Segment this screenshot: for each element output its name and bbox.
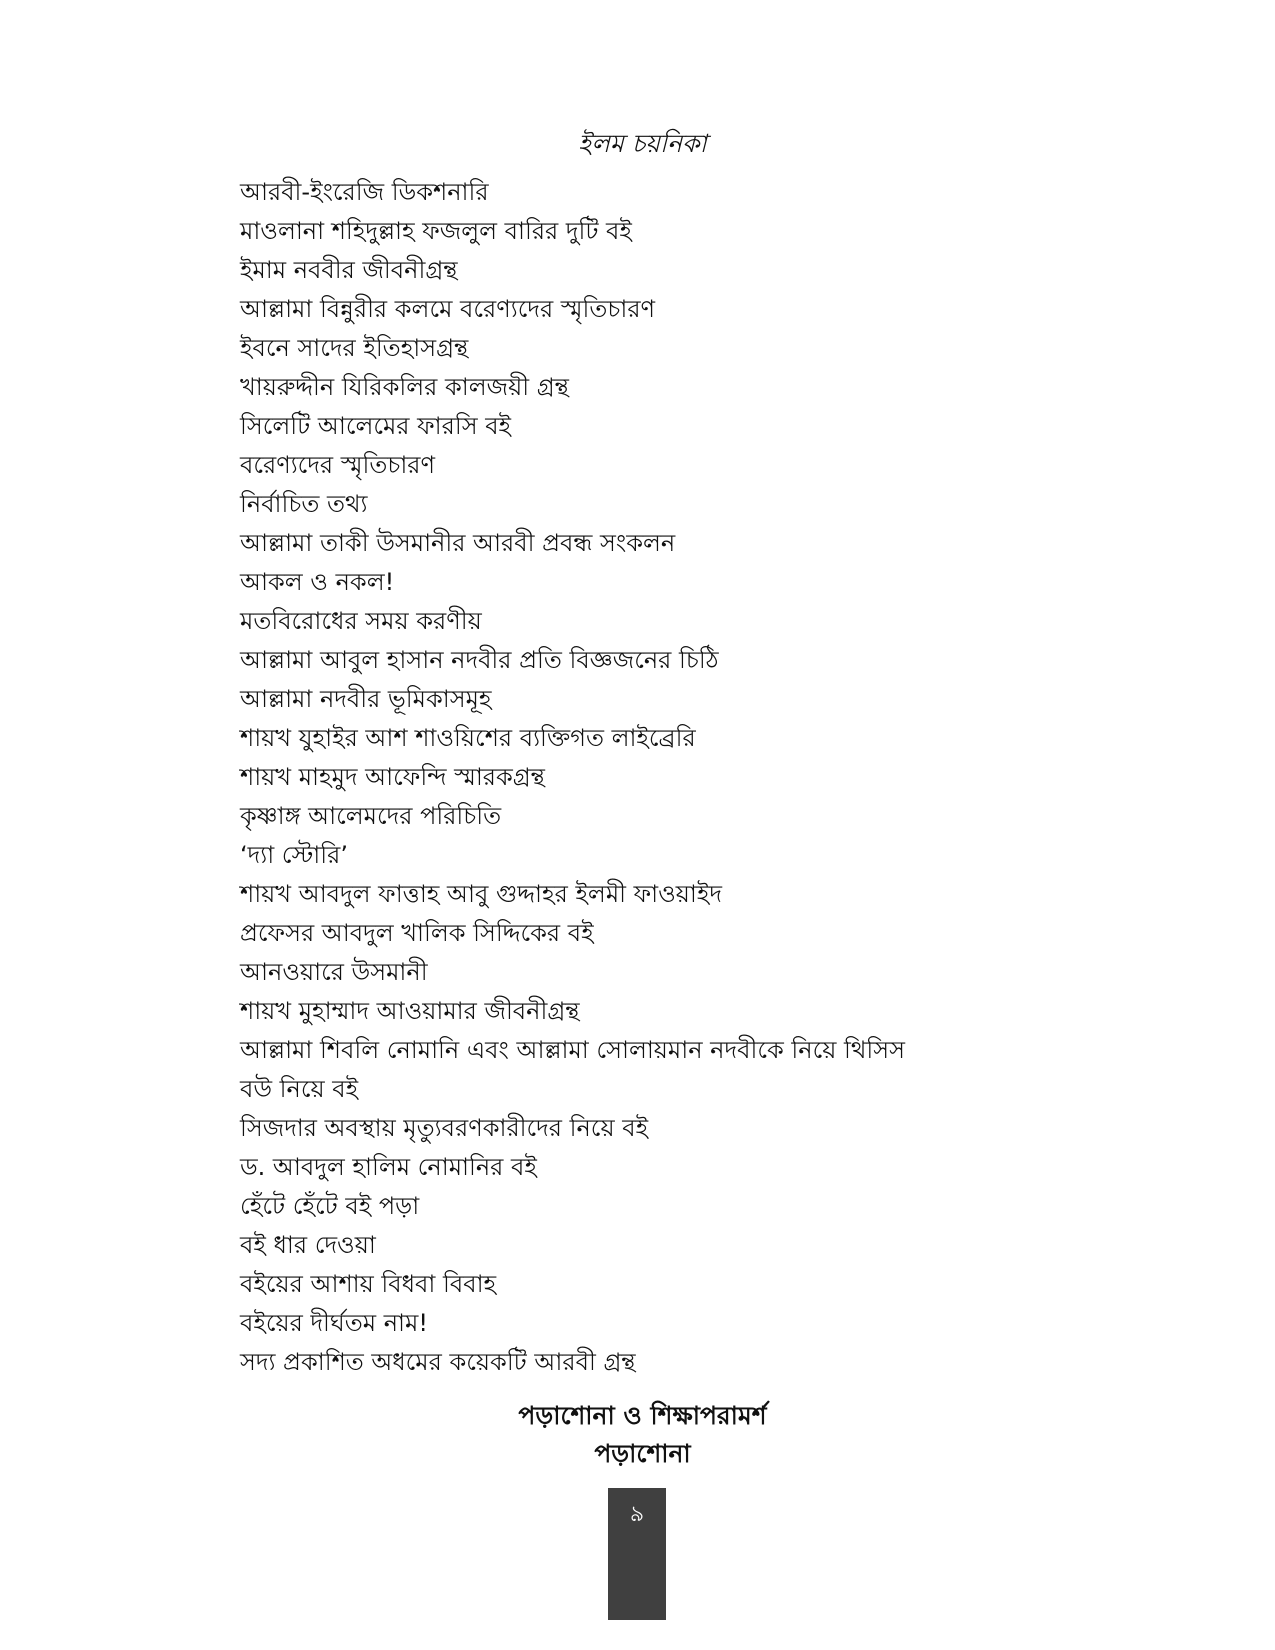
toc-item: খায়রুদ্দীন যিরিকলির কালজয়ী গ্রন্থ bbox=[240, 373, 569, 401]
toc-item: নির্বাচিত তথ্য bbox=[240, 490, 368, 518]
toc-item: বউ নিয়ে বই bbox=[240, 1075, 359, 1103]
page-number-tab bbox=[608, 1488, 666, 1620]
toc-item: সিজদার অবস্থায় মৃত্যুবরণকারীদের নিয়ে বই bbox=[240, 1114, 649, 1142]
toc-item: হেঁটে হেঁটে বই পড়া bbox=[240, 1192, 420, 1220]
toc-item: শায়খ যুহাইর আশ শাওয়িশের ব্যক্তিগত লাইব্রেরি bbox=[240, 724, 696, 752]
toc-item: আল্লামা শিবলি নোমানি এবং আল্লামা সোলায়মান নদবীকে নিয়ে থিসিস bbox=[240, 1036, 905, 1064]
toc-item: বই ধার দেওয়া bbox=[240, 1231, 376, 1259]
toc-item: আকল ও নকল! bbox=[240, 568, 395, 596]
page-number: ৯ bbox=[629, 1502, 645, 1527]
toc-item: আল্লামা বিন্নুরীর কলমে বরেণ্যদের স্মৃতিচারণ bbox=[240, 295, 656, 323]
toc-item: আল্লামা নদবীর ভূমিকাসমূহ bbox=[240, 685, 492, 713]
toc-item: সদ্য প্রকাশিত অধমের কয়েকটি আরবী গ্রন্থ bbox=[240, 1348, 636, 1376]
toc-item: আল্লামা তাকী উসমানীর আরবী প্রবন্ধ সংকলন bbox=[240, 529, 676, 557]
toc-item: ড. আবদুল হালিম নোমানির বই bbox=[240, 1153, 537, 1181]
toc-item: বইয়ের দীর্ঘতম নাম! bbox=[240, 1309, 428, 1337]
toc-item: মতবিরোধের সময় করণীয় bbox=[240, 607, 482, 635]
toc-item: আরবী-ইংরেজি ডিকশনারি bbox=[240, 178, 489, 206]
toc-item: বরেণ্যদের স্মৃতিচারণ bbox=[240, 451, 436, 479]
toc-item: মাওলানা শহিদুল্লাহ ফজলুল বারির দুটি বই bbox=[240, 217, 632, 245]
toc-item: আনওয়ারে উসমানী bbox=[240, 958, 428, 986]
toc-item: আল্লামা আবুল হাসান নদবীর প্রতি বিজ্ঞজনের চিঠি bbox=[240, 646, 719, 674]
toc-item: শায়খ মুহাম্মাদ আওয়ামার জীবনীগ্রন্থ bbox=[240, 997, 580, 1025]
toc-item: কৃষ্ণাঙ্গ আলেমদের পরিচিতি bbox=[240, 802, 502, 830]
toc-item: ইমাম নববীর জীবনীগ্রন্থ bbox=[240, 256, 458, 284]
toc-item: বইয়ের আশায় বিধবা বিবাহ bbox=[240, 1270, 497, 1298]
toc-item: প্রফেসর আবদুল খালিক সিদ্দিকের বই bbox=[240, 919, 594, 947]
toc-item: শায়খ আবদুল ফাত্তাহ আবু গুদ্দাহর ইলমী ফাওয়াইদ bbox=[240, 880, 722, 908]
next-section-title: পড়াশোনা ও শিক্ষাপরামর্শ bbox=[518, 1401, 767, 1430]
next-section-subtitle: পড়াশোনা bbox=[594, 1439, 691, 1468]
toc-item: সিলেটি আলেমের ফারসি বই bbox=[240, 412, 512, 440]
toc-list bbox=[240, 173, 1100, 1382]
toc-item: ইবনে সাদের ইতিহাসগ্রন্থ bbox=[240, 334, 469, 362]
toc-item: শায়খ মাহমুদ আফেন্দি স্মারকগ্রন্থ bbox=[240, 763, 545, 791]
toc-item: ‘দ্যা স্টোরি’ bbox=[240, 841, 348, 869]
section-title: ইলম চয়নিকা bbox=[578, 129, 707, 158]
